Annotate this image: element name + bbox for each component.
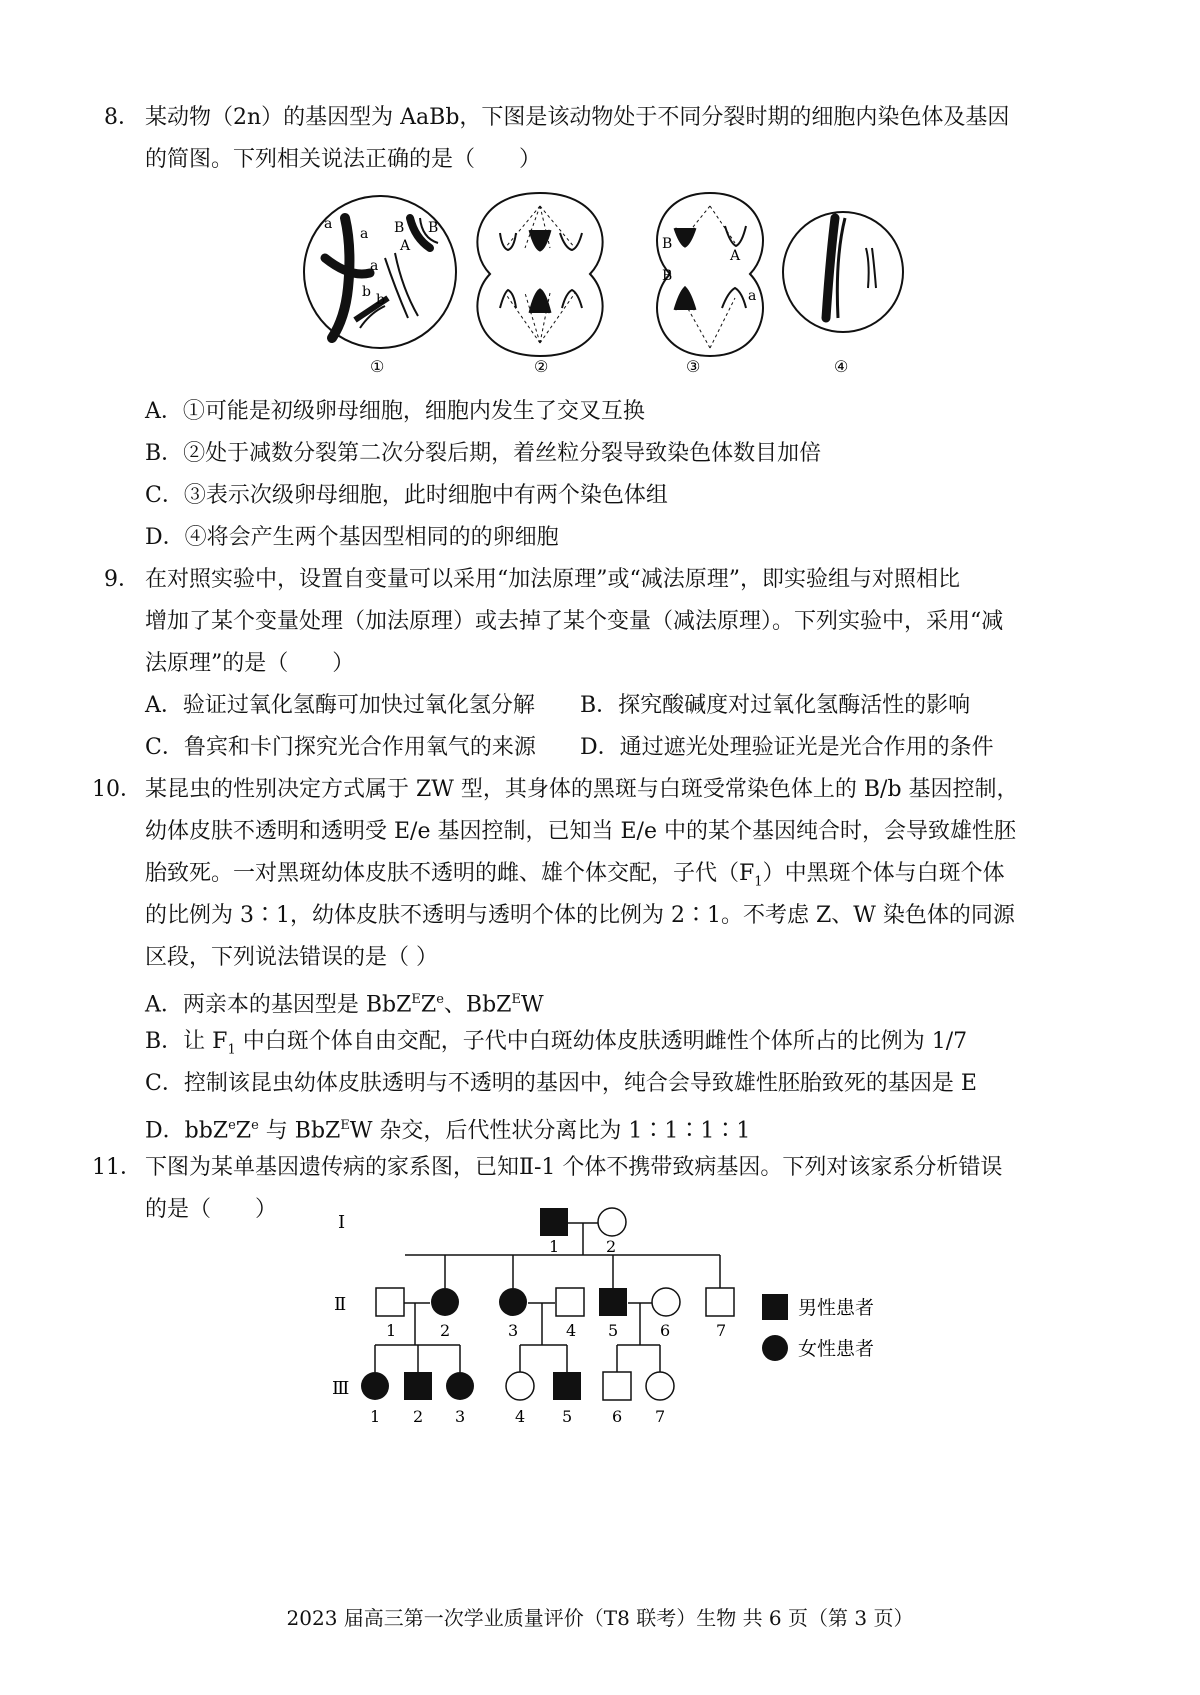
option-d: D．$bbZ^eZ^e$ 与 BbZ$^E$W 杂交，后代性状分离比为 1∶1∶1∶1 xyxy=(145,1118,751,1144)
cell-label: ④ xyxy=(834,357,849,376)
affected-female xyxy=(361,1372,389,1400)
gene-label: A xyxy=(400,238,411,254)
affected-male xyxy=(540,1208,568,1236)
individual-number: 2 xyxy=(413,1407,424,1426)
question-text: 某昆虫的性别决定方式属于 ZW 型，其身体的黑斑与白斑受常染色体上的 B/b 基因控制， xyxy=(145,777,1019,802)
gene-label: B xyxy=(394,220,405,236)
question-text: 幼体皮肤不透明和透明受 E/e 基因控制，已知当 E/e 中的某个基因纯合时，会导致雄性胚 xyxy=(145,819,1016,844)
individual-number: 1 xyxy=(549,1237,560,1256)
option-a: A．两亲本的基因型是 $BbZ^EZ^e$、BbZ$^E$W xyxy=(145,992,544,1018)
individual-number: 6 xyxy=(660,1321,671,1340)
affected-female xyxy=(446,1372,474,1400)
gene-label: a xyxy=(324,216,333,232)
normal-male xyxy=(706,1288,734,1316)
normal-female xyxy=(652,1288,680,1316)
generation-label: I xyxy=(338,1212,346,1233)
gene-label: B xyxy=(662,268,673,284)
gene-label: A xyxy=(730,248,741,264)
question-text: 的是（ ） xyxy=(145,1197,278,1222)
question-text: 在对照实验中，设置自变量可以采用“加法原理”或“减法原理”，即实验组与对照相比 xyxy=(145,567,960,592)
individual-number: 1 xyxy=(386,1321,397,1340)
legend-female-swatch xyxy=(762,1335,788,1361)
generation-label: Ⅱ xyxy=(334,1294,347,1315)
individual-number: 5 xyxy=(562,1407,573,1426)
individual-number: 2 xyxy=(440,1321,451,1340)
normal-female xyxy=(598,1208,626,1236)
option-a: A．①可能是初级卵母细胞，细胞内发生了交叉互换 xyxy=(145,399,645,424)
gene-label: B xyxy=(662,236,673,252)
gene-label: a xyxy=(360,226,369,242)
gene-label: b xyxy=(376,292,385,308)
option-c: C．鲁宾和卡门探究光合作用氧气的来源 xyxy=(145,735,536,760)
individual-number: 4 xyxy=(515,1407,526,1426)
cell-1 xyxy=(304,196,456,348)
cell-3 xyxy=(657,193,763,356)
individual-number: 4 xyxy=(566,1321,577,1340)
individual-number: 5 xyxy=(608,1321,619,1340)
gene-label: a xyxy=(748,288,757,304)
question-number: 8． xyxy=(104,105,140,130)
affected-male xyxy=(404,1372,432,1400)
cell-division-figure xyxy=(290,188,930,378)
pedigree-chart xyxy=(320,1200,920,1430)
question-text: 的简图。下列相关说法正确的是（ ） xyxy=(145,147,542,172)
affected-male xyxy=(599,1288,627,1316)
question-text: 区段，下列说法错误的是（ ） xyxy=(145,945,438,970)
normal-male xyxy=(603,1372,631,1400)
cell-label: ② xyxy=(534,357,549,376)
question-number: 9． xyxy=(104,567,140,592)
question-text: 下图为某单基因遗传病的家系图，已知Ⅱ-1 个体不携带致病基因。下列对该家系分析错误 xyxy=(145,1155,1003,1180)
normal-female xyxy=(646,1372,674,1400)
question-text: 法原理”的是（ ） xyxy=(145,651,355,676)
question-text: 胎致死。一对黑斑幼体皮肤不透明的雌、雄个体交配，子代$(F_1)$中黑斑个体与白斑个体 xyxy=(145,861,1005,890)
question-number: 11． xyxy=(92,1155,142,1180)
cell-label: ③ xyxy=(686,357,701,376)
gene-label: B xyxy=(428,220,439,236)
cell-label: ① xyxy=(370,357,385,376)
question-number: 10． xyxy=(92,777,142,802)
individual-number: 7 xyxy=(716,1321,727,1340)
page-footer: 2023 届高三第一次学业质量评价（T8 联考）生物 共 6 页（第 3 页） xyxy=(286,1606,914,1630)
question-text: 某动物（2n）的基因型为 AaBb，下图是该动物处于不同分裂时期的细胞内染色体及基因 xyxy=(145,105,1010,130)
normal-male xyxy=(556,1288,584,1316)
option-a: A．验证过氧化氢酶可加快过氧化氢分解 xyxy=(145,693,535,718)
affected-female xyxy=(499,1288,527,1316)
gene-label: a xyxy=(370,258,379,274)
affected-female xyxy=(431,1288,459,1316)
option-c: C．控制该昆虫幼体皮肤透明与不透明的基因中，纯合会导致雄性胚胎致死的基因是 E xyxy=(145,1071,977,1096)
cell-2 xyxy=(477,193,602,356)
individual-number: 7 xyxy=(655,1407,666,1426)
option-d: D．通过遮光处理验证光是光合作用的条件 xyxy=(580,735,994,760)
option-c: C．③表示次级卵母细胞，此时细胞中有两个染色体组 xyxy=(145,483,668,508)
legend-female-label: 女性患者 xyxy=(798,1338,875,1360)
option-d: D．④将会产生两个基因型相同的的卵细胞 xyxy=(145,525,559,550)
cell-4 xyxy=(783,212,903,332)
normal-male xyxy=(376,1288,404,1316)
option-b: B．让 $F_1$ 中白斑个体自由交配，子代中白斑幼体皮肤透明雌性个体所占的比例为 1/7 xyxy=(145,1029,968,1058)
individual-number: 3 xyxy=(455,1407,466,1426)
gene-label: b xyxy=(362,284,371,300)
question-text: 的比例为 3∶1，幼体皮肤不透明与透明个体的比例为 2∶1。不考虑 Z、W 染色体的同源 xyxy=(145,903,1015,928)
individual-number: 1 xyxy=(370,1407,381,1426)
individual-number: 6 xyxy=(612,1407,623,1426)
generation-label: Ⅲ xyxy=(332,1378,350,1399)
legend-male-swatch xyxy=(762,1294,788,1320)
legend-male-label: 男性患者 xyxy=(798,1297,875,1319)
individual-number: 2 xyxy=(606,1237,617,1256)
individual-number: 3 xyxy=(508,1321,519,1340)
affected-male xyxy=(553,1372,581,1400)
normal-female xyxy=(506,1372,534,1400)
option-b: B．探究酸碱度对过氧化氢酶活性的影响 xyxy=(580,693,971,718)
question-text: 增加了某个变量处理（加法原理）或去掉了某个变量（减法原理）。下列实验中，采用“减 xyxy=(145,609,1004,634)
option-b: B．②处于减数分裂第二次分裂后期，着丝粒分裂导致染色体数目加倍 xyxy=(145,441,822,466)
